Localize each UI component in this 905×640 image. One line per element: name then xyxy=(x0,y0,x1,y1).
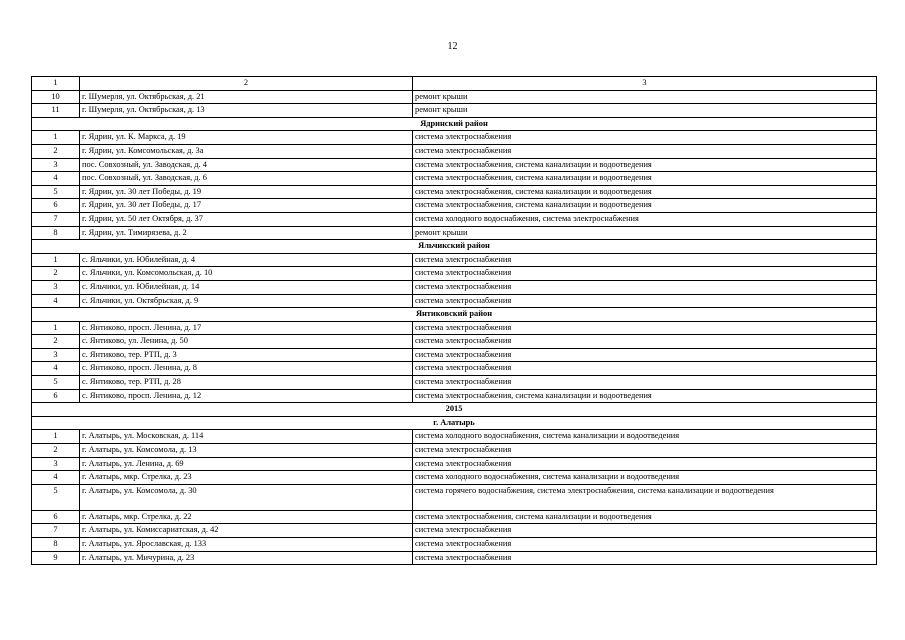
row-number: 6 xyxy=(32,199,80,213)
row-number: 3 xyxy=(32,457,80,471)
row-number: 5 xyxy=(32,484,80,510)
row-number: 9 xyxy=(32,551,80,565)
row-works: система электроснабжения, система канализации и водоотведения xyxy=(413,185,877,199)
row-number: 1 xyxy=(32,131,80,145)
table-body xyxy=(32,77,877,565)
row-number: 4 xyxy=(32,362,80,376)
row-address: г. Алатырь, ул. Ярославская, д. 133 xyxy=(80,538,413,552)
table-row xyxy=(32,185,877,199)
row-works: ремонт крыши xyxy=(413,104,877,118)
row-works: система электроснабжения, система канализации и водоотведения xyxy=(413,172,877,186)
row-number: 4 xyxy=(32,172,80,186)
section-row xyxy=(32,416,877,430)
row-address: г. Алатырь, ул. Ленина, д. 69 xyxy=(80,457,413,471)
row-works: система электроснабжения xyxy=(413,376,877,390)
table-row xyxy=(32,172,877,186)
repair-table xyxy=(31,76,877,565)
table-row xyxy=(32,226,877,240)
table-row xyxy=(32,457,877,471)
header-col-1: 1 xyxy=(32,77,80,91)
row-works: система электроснабжения xyxy=(413,335,877,349)
row-number: 3 xyxy=(32,158,80,172)
row-address: г. Ядрин, ул. 50 лет Октября, д. 37 xyxy=(80,212,413,226)
row-number: 6 xyxy=(32,510,80,524)
table-row xyxy=(32,158,877,172)
header-row xyxy=(32,77,877,91)
row-address: г. Шумерля, ул. Октябрьская, д. 13 xyxy=(80,104,413,118)
table-row xyxy=(32,430,877,444)
row-works: система холодного водоснабжения, система канализации и водоотведения xyxy=(413,430,877,444)
row-address: с. Яльчики, ул. Юбилейная, д. 14 xyxy=(80,280,413,294)
row-number: 3 xyxy=(32,348,80,362)
row-number: 10 xyxy=(32,90,80,104)
table-row xyxy=(32,524,877,538)
row-address: с. Янтиково, тер. РТП, д. 3 xyxy=(80,348,413,362)
table-row xyxy=(32,212,877,226)
table-row xyxy=(32,389,877,403)
table-row xyxy=(32,538,877,552)
row-address: с. Янтиково, ул. Ленина, д. 50 xyxy=(80,335,413,349)
header-col-3: 3 xyxy=(413,77,877,91)
row-works: система электроснабжения xyxy=(413,321,877,335)
table-row xyxy=(32,131,877,145)
row-address: с. Янтиково, просп. Ленина, д. 8 xyxy=(80,362,413,376)
row-works: система холодного водоснабжения, система канализации и водоотведения xyxy=(413,471,877,485)
row-works: система электроснабжения xyxy=(413,362,877,376)
table-row xyxy=(32,104,877,118)
row-number: 1 xyxy=(32,430,80,444)
row-number: 8 xyxy=(32,538,80,552)
row-address: г. Ядрин, ул. К. Маркса, д. 19 xyxy=(80,131,413,145)
row-number: 2 xyxy=(32,335,80,349)
row-address: г. Ядрин, ул. 30 лет Победы, д. 17 xyxy=(80,199,413,213)
table-row xyxy=(32,335,877,349)
row-address: г. Алатырь, ул. Комиссариатская, д. 42 xyxy=(80,524,413,538)
row-address: г. Алатырь, ул. Комсомола, д. 30 xyxy=(80,484,413,510)
table-row xyxy=(32,551,877,565)
row-number: 11 xyxy=(32,104,80,118)
row-works: система электроснабжения xyxy=(413,524,877,538)
row-address: пос. Совхозный, ул. Заводская, д. 4 xyxy=(80,158,413,172)
row-address: г. Алатырь, ул. Московская, д. 114 xyxy=(80,430,413,444)
table-row xyxy=(32,321,877,335)
row-works: система электроснабжения xyxy=(413,267,877,281)
row-address: г. Ядрин, ул. Тимирязева, д. 2 xyxy=(80,226,413,240)
page-number: 12 xyxy=(447,41,458,52)
row-address: г. Ядрин, ул. 30 лет Победы, д. 19 xyxy=(80,185,413,199)
row-address: г. Ядрин, ул. Комсомольская, д. 3а xyxy=(80,144,413,158)
section-title: 2015 xyxy=(32,403,877,417)
section-title: г. Алатырь xyxy=(32,416,877,430)
section-row xyxy=(32,240,877,254)
table-row xyxy=(32,294,877,308)
row-number: 4 xyxy=(32,471,80,485)
row-number: 2 xyxy=(32,267,80,281)
row-address: с. Яльчики, ул. Октябрьская, д. 9 xyxy=(80,294,413,308)
table-row xyxy=(32,90,877,104)
table-row xyxy=(32,253,877,267)
section-row xyxy=(32,403,877,417)
row-works: ремонт крыши xyxy=(413,90,877,104)
section-title: Яльчикский район xyxy=(32,240,877,254)
row-works: система электроснабжения xyxy=(413,457,877,471)
section-title: Янтиковский район xyxy=(32,308,877,322)
row-number: 7 xyxy=(32,212,80,226)
row-address: с. Янтиково, тер. РТП, д. 28 xyxy=(80,376,413,390)
row-works: система электроснабжения xyxy=(413,444,877,458)
section-row xyxy=(32,308,877,322)
table-row xyxy=(32,144,877,158)
row-works: система электроснабжения, система канализации и водоотведения xyxy=(413,510,877,524)
table-row xyxy=(32,376,877,390)
row-address: г. Алатырь, ул. Комсомола, д. 13 xyxy=(80,444,413,458)
table-row xyxy=(32,362,877,376)
table-row xyxy=(32,267,877,281)
row-number: 6 xyxy=(32,389,80,403)
header-col-2: 2 xyxy=(80,77,413,91)
row-works: система электроснабжения, система канализации и водоотведения xyxy=(413,158,877,172)
table-row xyxy=(32,348,877,362)
row-number: 4 xyxy=(32,294,80,308)
row-works: ремонт крыши xyxy=(413,226,877,240)
table-row xyxy=(32,199,877,213)
row-number: 2 xyxy=(32,444,80,458)
row-address: пос. Совхозный, ул. Заводская, д. 6 xyxy=(80,172,413,186)
table-row xyxy=(32,471,877,485)
section-row xyxy=(32,117,877,131)
row-number: 8 xyxy=(32,226,80,240)
row-number: 1 xyxy=(32,253,80,267)
table-row xyxy=(32,484,877,510)
table-row xyxy=(32,510,877,524)
row-works: система электроснабжения xyxy=(413,144,877,158)
row-works: система электроснабжения xyxy=(413,348,877,362)
row-address: г. Шумерля, ул. Октябрьская, д. 21 xyxy=(80,90,413,104)
row-number: 5 xyxy=(32,376,80,390)
row-works: система электроснабжения xyxy=(413,538,877,552)
row-works: система электроснабжения xyxy=(413,294,877,308)
row-address: г. Алатырь, ул. Мичурина, д. 23 xyxy=(80,551,413,565)
row-works: система холодного водоснабжения, система электроснабжения xyxy=(413,212,877,226)
row-number: 7 xyxy=(32,524,80,538)
row-address: г. Алатырь, мкр. Стрелка, д. 23 xyxy=(80,471,413,485)
row-works: система электроснабжения xyxy=(413,551,877,565)
row-works: система электроснабжения xyxy=(413,253,877,267)
row-number: 2 xyxy=(32,144,80,158)
row-number: 1 xyxy=(32,321,80,335)
row-number: 5 xyxy=(32,185,80,199)
row-address: с. Янтиково, просп. Ленина, д. 12 xyxy=(80,389,413,403)
row-number: 3 xyxy=(32,280,80,294)
row-works: система электроснабжения xyxy=(413,131,877,145)
row-works: система электроснабжения xyxy=(413,280,877,294)
row-address: г. Алатырь, мкр. Стрелка, д. 22 xyxy=(80,510,413,524)
row-address: с. Яльчики, ул. Юбилейная, д. 4 xyxy=(80,253,413,267)
row-works: система электроснабжения, система канализации и водоотведения xyxy=(413,199,877,213)
row-address: с. Яльчики, ул. Комсомольская, д. 10 xyxy=(80,267,413,281)
table-row xyxy=(32,280,877,294)
section-title: Ядринский район xyxy=(32,117,877,131)
table-row xyxy=(32,444,877,458)
row-works: система горячего водоснабжения, система электроснабжения, система канализации и водоотведения xyxy=(413,484,877,510)
row-works: система электроснабжения, система канализации и водоотведения xyxy=(413,389,877,403)
row-address: с. Янтиково, просп. Ленина, д. 17 xyxy=(80,321,413,335)
